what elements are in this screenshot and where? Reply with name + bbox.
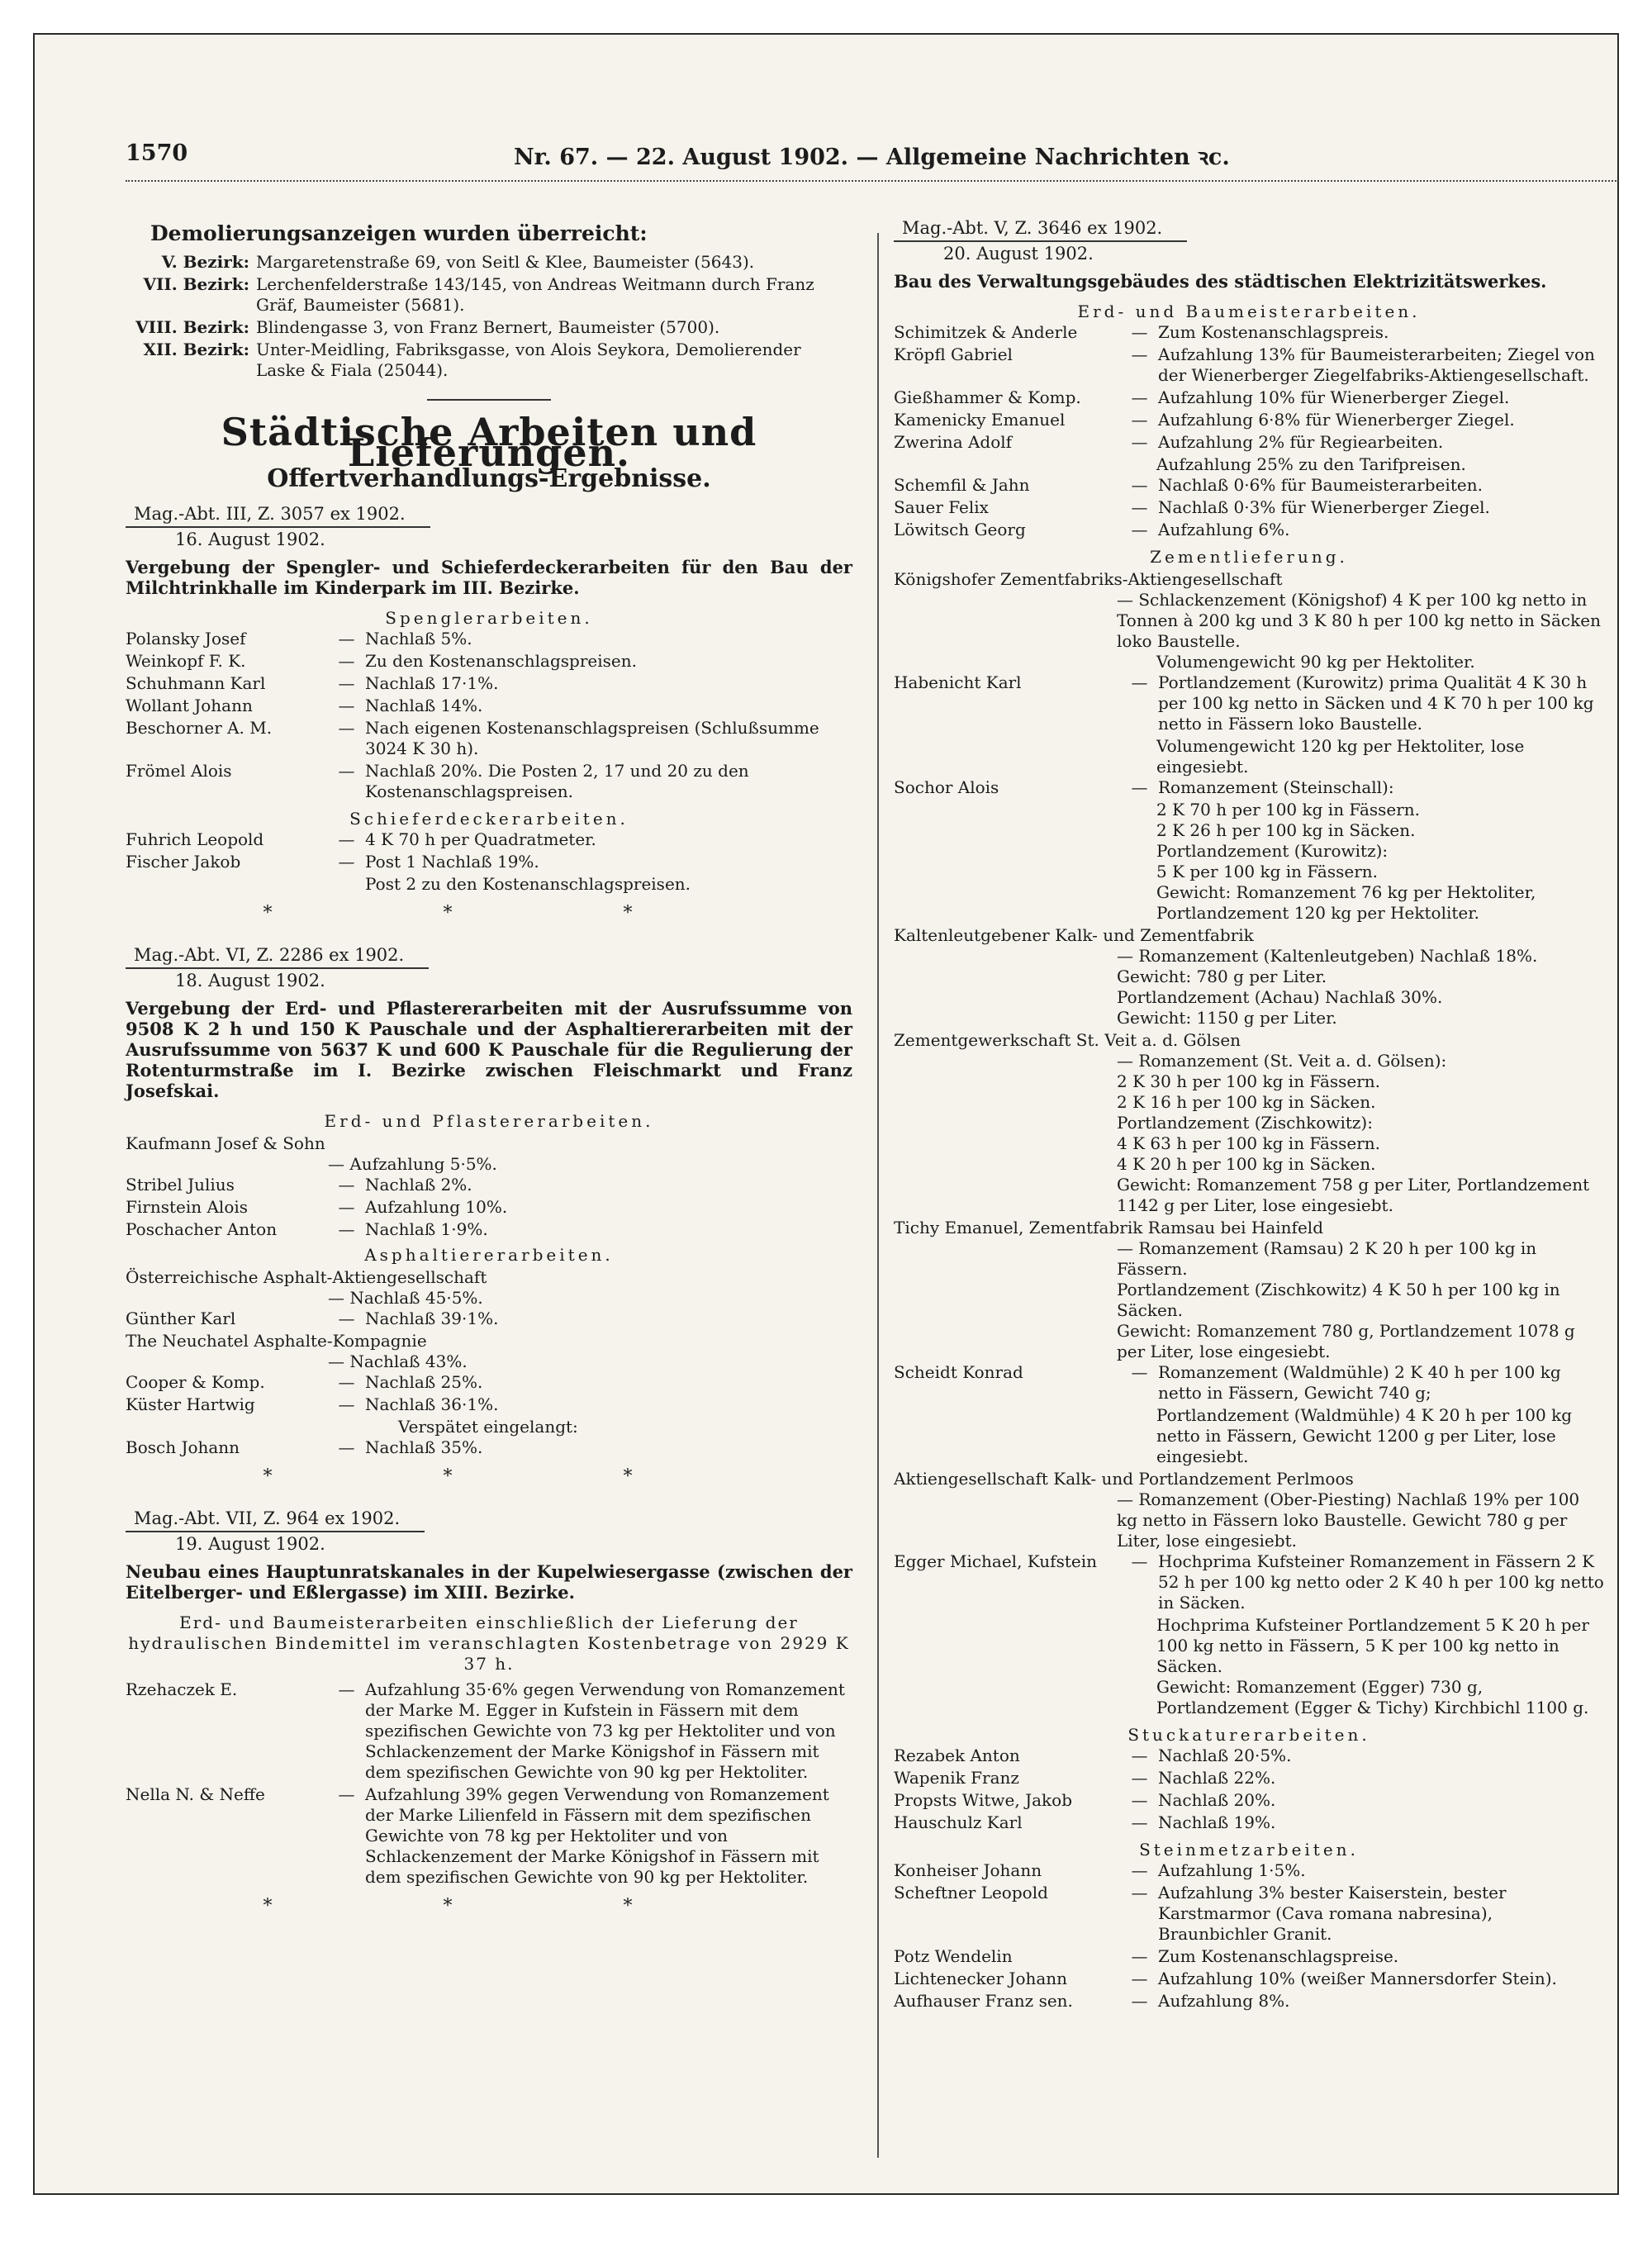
work-heading: Spenglerarbeiten. xyxy=(385,608,593,628)
continuation-line: Gewicht: Romanzement 76 kg per Hektoliter, Portlandzement 120 kg per Hektoliter. xyxy=(1156,882,1536,923)
entry-dash: — xyxy=(338,673,355,693)
continuation-line: Hochprima Kufsteiner Portlandzement 5 K 20 h per 100 kg netto in Fässern, 5 K per 100 kg netto in Säcken. xyxy=(1156,1615,1589,1676)
section-date: 19. August 1902. xyxy=(175,1534,325,1554)
entry-dash: — xyxy=(1131,520,1148,539)
entry-continuation-lines xyxy=(1156,800,1604,924)
demolition-list xyxy=(126,252,852,381)
entry-dash: — xyxy=(338,718,355,738)
entry-name: Frömel Alois xyxy=(126,761,232,781)
section-date: 16. August 1902. xyxy=(175,530,325,549)
entry-row xyxy=(126,761,852,802)
entry-text: — Romanzement (Ober-Piesting) Nachlaß 19% per 100 kg netto in Fässern loko Baustelle. Gewicht 780 g per Liter, lose eingesiebt. xyxy=(1117,1489,1580,1551)
entry-dash: — xyxy=(1131,777,1148,797)
entry-row xyxy=(126,1394,852,1415)
continuation-line: 2 K 30 h per 100 kg in Fässern. xyxy=(1117,1071,1381,1091)
entry-dash: — xyxy=(1131,1860,1148,1880)
entry-name: Weinkopf F. K. xyxy=(126,651,246,671)
demolition-text: Blindengasse 3, von Franz Bernert, Baumeister (5700). xyxy=(256,317,720,337)
entry-name: Beschorner A. M. xyxy=(126,718,273,738)
continuation-line: Gewicht: Romanzement 758 g per Liter, Portlandzement 1142 g per Liter, lose eingesiebt. xyxy=(1117,1175,1590,1215)
entry-name: Polansky Josef xyxy=(126,629,246,648)
entry-text: Nachlaß 39·1%. xyxy=(365,1309,499,1328)
entry-name: Nella N. & Neffe xyxy=(126,1784,265,1804)
department-reference: Mag.-Abt. V, Z. 3646 ex 1902. xyxy=(894,218,1187,242)
entry-row xyxy=(894,1991,1604,2012)
section-divider xyxy=(427,399,551,401)
entry-row xyxy=(894,777,1604,798)
entry-name: Habenicht Karl xyxy=(894,672,1022,692)
entry-text: 4 K 70 h per Quadratmeter. xyxy=(365,829,596,849)
entry-row xyxy=(894,1768,1604,1788)
entry-text: Nachlaß 35%. xyxy=(365,1437,483,1457)
entry-row xyxy=(894,1883,1604,1945)
entry-text: Aufzahlung 35·6% gegen Verwendung von Romanzement der Marke M. Egger in Kufstein in Fässern mit dem spezifischen Gewichte von 73 kg per Hektoliter und von Schlackenzement der Marke Königshof in Fässern mit dem spezifischen Gewichte von 90 kg per Hektoliter. xyxy=(365,1679,845,1782)
continuation-line: 2 K 16 h per 100 kg in Säcken. xyxy=(1117,1092,1376,1112)
entry-text: Nachlaß 14%. xyxy=(365,696,483,715)
entry-dash: — xyxy=(338,1784,355,1804)
entry-dash: — xyxy=(1131,410,1148,430)
entry-text: Nachlaß 36·1%. xyxy=(365,1394,499,1414)
entry-name: Sochor Alois xyxy=(894,777,999,797)
entry-name: Sauer Felix xyxy=(894,497,989,517)
entry-name: Löwitsch Georg xyxy=(894,520,1026,539)
entry-name: Österreichische Asphalt-Aktiengesellschaft xyxy=(126,1267,487,1287)
entry-name: Wapenik Franz xyxy=(894,1768,1019,1788)
entry-continuation-lines xyxy=(1117,946,1604,1028)
entry-text: Nachlaß 1·9%. xyxy=(365,1219,488,1239)
right-column xyxy=(894,218,1604,2013)
sub-title: Offertverhandlungs-Ergebnisse. xyxy=(267,464,711,493)
entry-row xyxy=(894,344,1604,386)
entry-dash: — xyxy=(1131,672,1148,692)
entry-row xyxy=(126,629,852,649)
entry-text: Nachlaß 17·1%. xyxy=(365,673,499,693)
entry-continuation: Volumengewicht 120 kg per Hektoliter, lose eingesiebt. xyxy=(1156,736,1525,777)
section-description: Bau des Verwaltungsgebäudes des städtischen Elektrizitätswerkes. xyxy=(894,271,1547,292)
entry-list xyxy=(894,1746,1604,1833)
entry-continuation: Aufzahlung 25% zu den Tarifpreisen. xyxy=(1156,454,1466,474)
department-reference: Mag.-Abt. VII, Z. 964 ex 1902. xyxy=(126,1508,425,1532)
work-heading: Erd- und Baumeisterarbeiten einschließlich der Lieferung der hydraulischen Bindemittel im veranschlagten Kostenbetrage von 2929 K 37 h. xyxy=(128,1613,850,1674)
entry-text: Nachlaß 0·6% für Baumeisterarbeiten. xyxy=(1158,475,1483,495)
section-stars: * * * xyxy=(263,1466,715,1487)
entry-row xyxy=(126,718,852,759)
section-stars: * * * xyxy=(263,1896,715,1917)
entry-name: Rezabek Anton xyxy=(894,1746,1020,1765)
entry-name: Potz Wendelin xyxy=(894,1946,1013,1966)
entry-dash: — xyxy=(338,696,355,715)
work-heading: Steinmetzarbeiten. xyxy=(1139,1840,1359,1860)
entry-name: Bosch Johann xyxy=(126,1437,240,1457)
district-label: V. Bezirk: xyxy=(161,252,249,272)
entry-dash: — xyxy=(338,1394,355,1414)
entry-name: Cooper & Komp. xyxy=(126,1372,265,1392)
section-abt-vi xyxy=(126,940,852,1487)
entry-dash: — xyxy=(1131,322,1148,342)
entry-dash: — xyxy=(338,1219,355,1239)
entry-dash: — xyxy=(338,1197,355,1217)
continuation-line: 2 K 26 h per 100 kg in Säcken. xyxy=(1156,820,1416,840)
running-title: Nr. 67. — 22. August 1902. — Allgemeine Nachrichten ꝛc. xyxy=(514,145,1230,170)
entry-dash: — xyxy=(338,1372,355,1392)
district-label: XII. Bezirk: xyxy=(143,340,249,359)
entry-list xyxy=(126,829,852,872)
entry-name: Gießhammer & Komp. xyxy=(894,387,1081,407)
entry-name: Schuhmann Karl xyxy=(126,673,266,693)
section-abt-vii xyxy=(126,1503,852,1917)
entry-row xyxy=(894,1812,1604,1833)
entry-name: Poschacher Anton xyxy=(126,1219,278,1239)
entry-text: Zum Kostenanschlagspreise. xyxy=(1158,1946,1399,1966)
entry-list xyxy=(126,1437,852,1458)
entry-list xyxy=(894,475,1604,540)
continuation-line: — Romanzement (Kaltenleutgeben) Nachlaß 18%. xyxy=(1117,946,1538,966)
section-description: Neubau eines Hauptunratskanales in der Kupelwiesergasse (zwischen der Eitelberger- und Eßlergasse) im XIII. Bezirke. xyxy=(126,1561,852,1603)
entry-list xyxy=(894,322,1604,453)
entry-dash: — xyxy=(338,1175,355,1195)
demolition-item xyxy=(126,252,852,273)
entry-continuation-lines xyxy=(1117,1238,1604,1362)
entry-text: Nachlaß 2%. xyxy=(365,1175,472,1195)
work-heading: Stuckaturerarbeiten. xyxy=(1127,1725,1370,1745)
section-date: 18. August 1902. xyxy=(175,971,325,990)
entry-name: Stribel Julius xyxy=(126,1175,235,1195)
district-label: VIII. Bezirk: xyxy=(135,317,249,337)
work-heading: Erd- und Pflastererarbeiten. xyxy=(324,1111,654,1131)
entry-dash: — xyxy=(1131,497,1148,517)
entry-dash: — xyxy=(1131,1768,1148,1788)
entry-text: Nachlaß 20%. Die Posten 2, 17 und 20 zu den Kostenanschlagspreisen. xyxy=(365,761,749,801)
entry-dash: — xyxy=(338,761,355,781)
entry-text: Portlandzement (Kurowitz) prima Qualität 4 K 30 h per 100 kg netto in Säcken und 4 K 70 h per 100 kg netto in Fässern loko Baustelle. xyxy=(1158,672,1594,734)
entry-text: Aufzahlung 2% für Regiearbeiten. xyxy=(1158,432,1444,452)
entry-row xyxy=(126,1309,852,1329)
entry-row xyxy=(894,497,1604,518)
entry-row xyxy=(126,696,852,716)
entry-text: Nachlaß 0·3% für Wienerberger Ziegel. xyxy=(1158,497,1490,517)
district-label: VII. Bezirk: xyxy=(143,274,249,294)
continuation-line: 4 K 63 h per 100 kg in Fässern. xyxy=(1117,1133,1381,1153)
entry-text: Zu den Kostenanschlagspreisen. xyxy=(365,651,637,671)
entry-text: Aufzahlung 13% für Baumeisterarbeiten; Ziegel von der Wienerberger Ziegelfabriks-Aktiengesellschaft. xyxy=(1158,344,1595,385)
entry-text: Aufzahlung 3% bester Kaiserstein, bester Karstmarmor (Cava romana nabresina), Braunbichler Granit. xyxy=(1158,1883,1507,1944)
entry-name: Fischer Jakob xyxy=(126,852,241,872)
entry-name: Scheidt Konrad xyxy=(894,1362,1023,1382)
demolition-text: Lerchenfelderstraße 143/145, von Andreas Weitmann durch Franz Gräf, Baumeister (5681). xyxy=(256,274,814,315)
entry-row xyxy=(126,673,852,694)
department-reference: Mag.-Abt. III, Z. 3057 ex 1902. xyxy=(126,504,430,528)
demolition-item xyxy=(126,317,852,338)
entry-dash: — xyxy=(1131,387,1148,407)
entry-text: Aufzahlung 10% (weißer Mannersdorfer Stein). xyxy=(1158,1969,1557,1988)
entry-text: Nachlaß 22%. xyxy=(1158,1768,1276,1788)
entry-row xyxy=(126,1784,852,1888)
entry-continuation-lines xyxy=(1117,1051,1604,1216)
entry-row xyxy=(894,1860,1604,1881)
entry-name: Küster Hartwig xyxy=(126,1394,255,1414)
entry-text: Aufzahlung 10%. xyxy=(365,1197,508,1217)
entry-dash: — xyxy=(338,1679,355,1699)
continuation-line: — Romanzement (Ramsau) 2 K 20 h per 100 kg in Fässern. xyxy=(1117,1238,1537,1279)
entry-name: Firnstein Alois xyxy=(126,1197,249,1217)
entry-row xyxy=(894,520,1604,540)
entry-dash: — xyxy=(1131,1746,1148,1765)
entry-text: Aufzahlung 8%. xyxy=(1158,1991,1290,2011)
continuation-line: Gewicht: Romanzement (Egger) 730 g, Portlandzement (Egger & Tichy) Kirchbichl 1100 g. xyxy=(1156,1677,1589,1717)
entry-text: Nachlaß 20%. xyxy=(1158,1790,1276,1810)
continuation-line: 5 K per 100 kg in Fässern. xyxy=(1156,862,1378,881)
entry-name: Schemfil & Jahn xyxy=(894,475,1030,495)
demolition-item xyxy=(126,340,852,381)
continuation-line: Portlandzement (Zischkowitz) 4 K 50 h per 100 kg in Säcken. xyxy=(1117,1280,1560,1320)
entry-row xyxy=(126,651,852,672)
entry-text: Aufzahlung 6%. xyxy=(1158,520,1290,539)
continuation-line: — Romanzement (St. Veit a. d. Gölsen): xyxy=(1117,1051,1447,1071)
entry-name: Wollant Johann xyxy=(126,696,253,715)
entry-text: Aufzahlung 10% für Wienerberger Ziegel. xyxy=(1158,387,1510,407)
entry-row xyxy=(894,410,1604,430)
entry-name: Kaufmann Josef & Sohn xyxy=(126,1133,325,1153)
entry-text: Nachlaß 19%. xyxy=(1158,1812,1276,1832)
entry-dash: — xyxy=(1131,1991,1148,2011)
entry-name: Rzehaczek E. xyxy=(126,1679,238,1699)
entry-list xyxy=(126,629,852,802)
entry-row xyxy=(894,672,1604,734)
section-description: Vergebung der Spengler- und Schieferdeckerarbeiten für den Bau der Milchtrinkhalle im Kinderpark im III. Bezirke. xyxy=(126,557,852,598)
continuation-line: Portlandzement (Zischkowitz): xyxy=(1117,1113,1373,1133)
entry-row xyxy=(894,1969,1604,1989)
entry-dash: — xyxy=(338,1437,355,1457)
entry-row xyxy=(126,1679,852,1783)
entry-row xyxy=(894,1551,1604,1613)
entry-row xyxy=(894,1746,1604,1766)
entry-name: Zementgewerkschaft St. Veit a. d. Gölsen xyxy=(894,1030,1241,1050)
entry-name: Scheftner Leopold xyxy=(894,1883,1048,1902)
entry-row xyxy=(894,432,1604,453)
entry-name: Kaltenleutgebener Kalk- und Zementfabrik xyxy=(894,925,1254,945)
entry-row xyxy=(126,1372,852,1393)
entry-text: Nachlaß 5%. xyxy=(365,629,472,648)
entry-list xyxy=(126,1679,852,1888)
entry-text: Nachlaß 20·5%. xyxy=(1158,1746,1292,1765)
entry-dash: — xyxy=(1131,1551,1148,1571)
section-description: Vergebung der Erd- und Pflastererarbeiten mit der Ausrufssumme von 9508 K 2 h und 150 K Pauschale und der Asphaltiererarbeiten mit der Ausrufssumme von 5637 K und 600 K Pauschale für die Regulierung der Rotenturmstraße im I. Bezirke zwischen Fleischmarkt und Franz Josefskai. xyxy=(126,998,852,1101)
entry-dash: — xyxy=(338,629,355,648)
entry-name: Kröpfl Gabriel xyxy=(894,344,1013,364)
entry-text: — Aufzahlung 5·5%. xyxy=(328,1154,497,1174)
entry-text: Post 1 Nachlaß 19%. xyxy=(365,852,539,872)
page-number: 1570 xyxy=(126,140,188,166)
entry-text: — Nachlaß 43%. xyxy=(328,1351,468,1371)
continuation-line: Gewicht: 1150 g per Liter. xyxy=(1117,1008,1337,1028)
entry-name: Egger Michael, Kufstein xyxy=(894,1551,1097,1571)
continuation-line: 4 K 20 h per 100 kg in Säcken. xyxy=(1117,1154,1376,1174)
work-heading: Zementlieferung. xyxy=(1150,547,1348,567)
continuation-line: Portlandzement (Achau) Nachlaß 30%. xyxy=(1117,987,1443,1007)
entry-text: Nachlaß 25%. xyxy=(365,1372,483,1392)
entry-row xyxy=(126,1175,852,1195)
entry-row xyxy=(894,1946,1604,1967)
demolition-text: Margaretenstraße 69, von Seitl & Klee, Baumeister (5643). xyxy=(256,252,755,272)
left-column xyxy=(126,218,852,1933)
entry-text: — Schlackenzement (Königshof) 4 K per 100 kg netto in Tonnen à 200 kg und 3 K 80 h per 100 kg netto in Säcken loko Baustelle. xyxy=(1117,590,1601,651)
work-heading: Erd- und Baumeisterarbeiten. xyxy=(1077,302,1421,321)
entry-row xyxy=(126,1219,852,1240)
section-stars: * * * xyxy=(263,903,715,924)
entry-dash: — xyxy=(338,651,355,671)
entry-text: Nach eigenen Kostenanschlagspreisen (Schlußsumme 3024 K 30 h). xyxy=(365,718,819,758)
entry-text: Aufzahlung 6·8% für Wienerberger Ziegel. xyxy=(1158,410,1515,430)
document-page xyxy=(33,33,1619,2195)
entry-name: Propsts Witwe, Jakob xyxy=(894,1790,1072,1810)
entry-dash: — xyxy=(1131,432,1148,452)
entry-dash: — xyxy=(1131,1790,1148,1810)
entry-text: Hochprima Kufsteiner Romanzement in Fässern 2 K 52 h per 100 kg netto oder 2 K 40 h per 100 kg netto in Säcken. xyxy=(1158,1551,1604,1613)
demolition-heading: Demolierungsanzeigen wurden überreicht: xyxy=(150,221,648,245)
entry-text: Romanzement (Waldmühle) 2 K 40 h per 100 kg netto in Fässern, Gewicht 740 g; xyxy=(1158,1362,1561,1403)
entry-name: Lichtenecker Johann xyxy=(894,1969,1068,1988)
continuation-line: 2 K 70 h per 100 kg in Fässern. xyxy=(1156,800,1421,819)
entry-continuation: Volumengewicht 90 kg per Hektoliter. xyxy=(1156,652,1475,672)
continuation-line: Portlandzement (Kurowitz): xyxy=(1156,841,1389,861)
entry-row xyxy=(894,1362,1604,1404)
entry-name: Zwerina Adolf xyxy=(894,432,1013,452)
entry-text: — Nachlaß 45·5%. xyxy=(328,1288,483,1308)
entry-name: Günther Karl xyxy=(126,1309,236,1328)
entry-name: The Neuchatel Asphalte-Kompagnie xyxy=(126,1331,427,1351)
work-heading: Asphaltiererarbeiten. xyxy=(364,1245,614,1265)
entry-text: Aufzahlung 1·5%. xyxy=(1158,1860,1306,1880)
entry-name: Hauschulz Karl xyxy=(894,1812,1023,1832)
entry-dash: — xyxy=(1131,1812,1148,1832)
entry-text: Aufzahlung 39% gegen Verwendung von Romanzement der Marke Lilienfeld in Fässern mit dem spezifischen Gewichte von 78 kg per Hektoliter und von Schlackenzement der Marke Königshof in Fässern mit dem spezifischen Gewichte von 90 kg per Hektoliter. xyxy=(365,1784,829,1887)
entry-list xyxy=(126,1372,852,1415)
entry-dash: — xyxy=(1131,475,1148,495)
demolition-text: Unter-Meidling, Fabriksgasse, von Alois Seykora, Demolierender Laske & Fiala (25044). xyxy=(256,340,801,380)
entry-row xyxy=(126,852,852,872)
continuation-line: Gewicht: 780 g per Liter. xyxy=(1117,967,1327,986)
entry-dash: — xyxy=(338,852,355,872)
entry-dash: — xyxy=(1131,344,1148,364)
entry-row xyxy=(894,387,1604,408)
continuation-line: Gewicht: Romanzement 780 g, Portlandzement 1078 g per Liter, lose eingesiebt. xyxy=(1117,1321,1575,1361)
entry-row xyxy=(126,1197,852,1218)
entry-name: Aktiengesellschaft Kalk- und Portlandzement Perlmoos xyxy=(894,1469,1354,1489)
entry-name: Kamenicky Emanuel xyxy=(894,410,1066,430)
demolition-item xyxy=(126,274,852,316)
entry-dash: — xyxy=(1131,1362,1148,1382)
entry-name: Tichy Emanuel, Zementfabrik Ramsau bei Hainfeld xyxy=(894,1218,1323,1237)
work-heading: Schieferdeckerarbeiten. xyxy=(349,809,629,829)
entry-list xyxy=(894,1860,1604,2012)
entry-dash: — xyxy=(338,829,355,849)
department-reference: Mag.-Abt. VI, Z. 2286 ex 1902. xyxy=(126,945,429,969)
entry-name: Schimitzek & Anderle xyxy=(894,322,1078,342)
header-rule xyxy=(126,180,1619,192)
entry-name: Konheiser Johann xyxy=(894,1860,1042,1880)
entry-dash: — xyxy=(1131,1946,1148,1966)
entry-row xyxy=(894,1790,1604,1811)
entry-continuation: Portlandzement (Waldmühle) 4 K 20 h per 100 kg netto in Fässern, Gewicht 1200 g per Liter, lose eingesiebt. xyxy=(1156,1405,1573,1466)
entry-name: Aufhauser Franz sen. xyxy=(894,1991,1073,2011)
main-title: Städtische Arbeiten und Lieferungen. xyxy=(221,410,757,475)
entry-continuation: Post 2 zu den Kostenanschlagspreisen. xyxy=(365,874,691,894)
entry-name: Königshofer Zementfabriks-Aktiengesellschaft xyxy=(894,569,1283,589)
entry-text: Zum Kostenanschlagspreis. xyxy=(1158,322,1389,342)
section-abt-iii xyxy=(126,499,852,924)
entry-name: Fuhrich Leopold xyxy=(126,829,264,849)
section-date: 20. August 1902. xyxy=(943,244,1094,264)
entry-list xyxy=(126,1309,852,1329)
entry-continuation-lines xyxy=(1156,1615,1604,1718)
entry-text: Romanzement (Steinschall): xyxy=(1158,777,1394,797)
entry-dash: — xyxy=(1131,1969,1148,1988)
entry-row xyxy=(894,322,1604,343)
entry-row xyxy=(126,1437,852,1458)
entry-row xyxy=(894,475,1604,496)
entry-row xyxy=(126,829,852,850)
entry-dash: — xyxy=(1131,1883,1148,1902)
entry-dash: — xyxy=(338,1309,355,1328)
late-arrival-label: Verspätet eingelangt: xyxy=(398,1417,578,1437)
column-separator xyxy=(877,233,879,2158)
entry-list xyxy=(126,1175,852,1240)
